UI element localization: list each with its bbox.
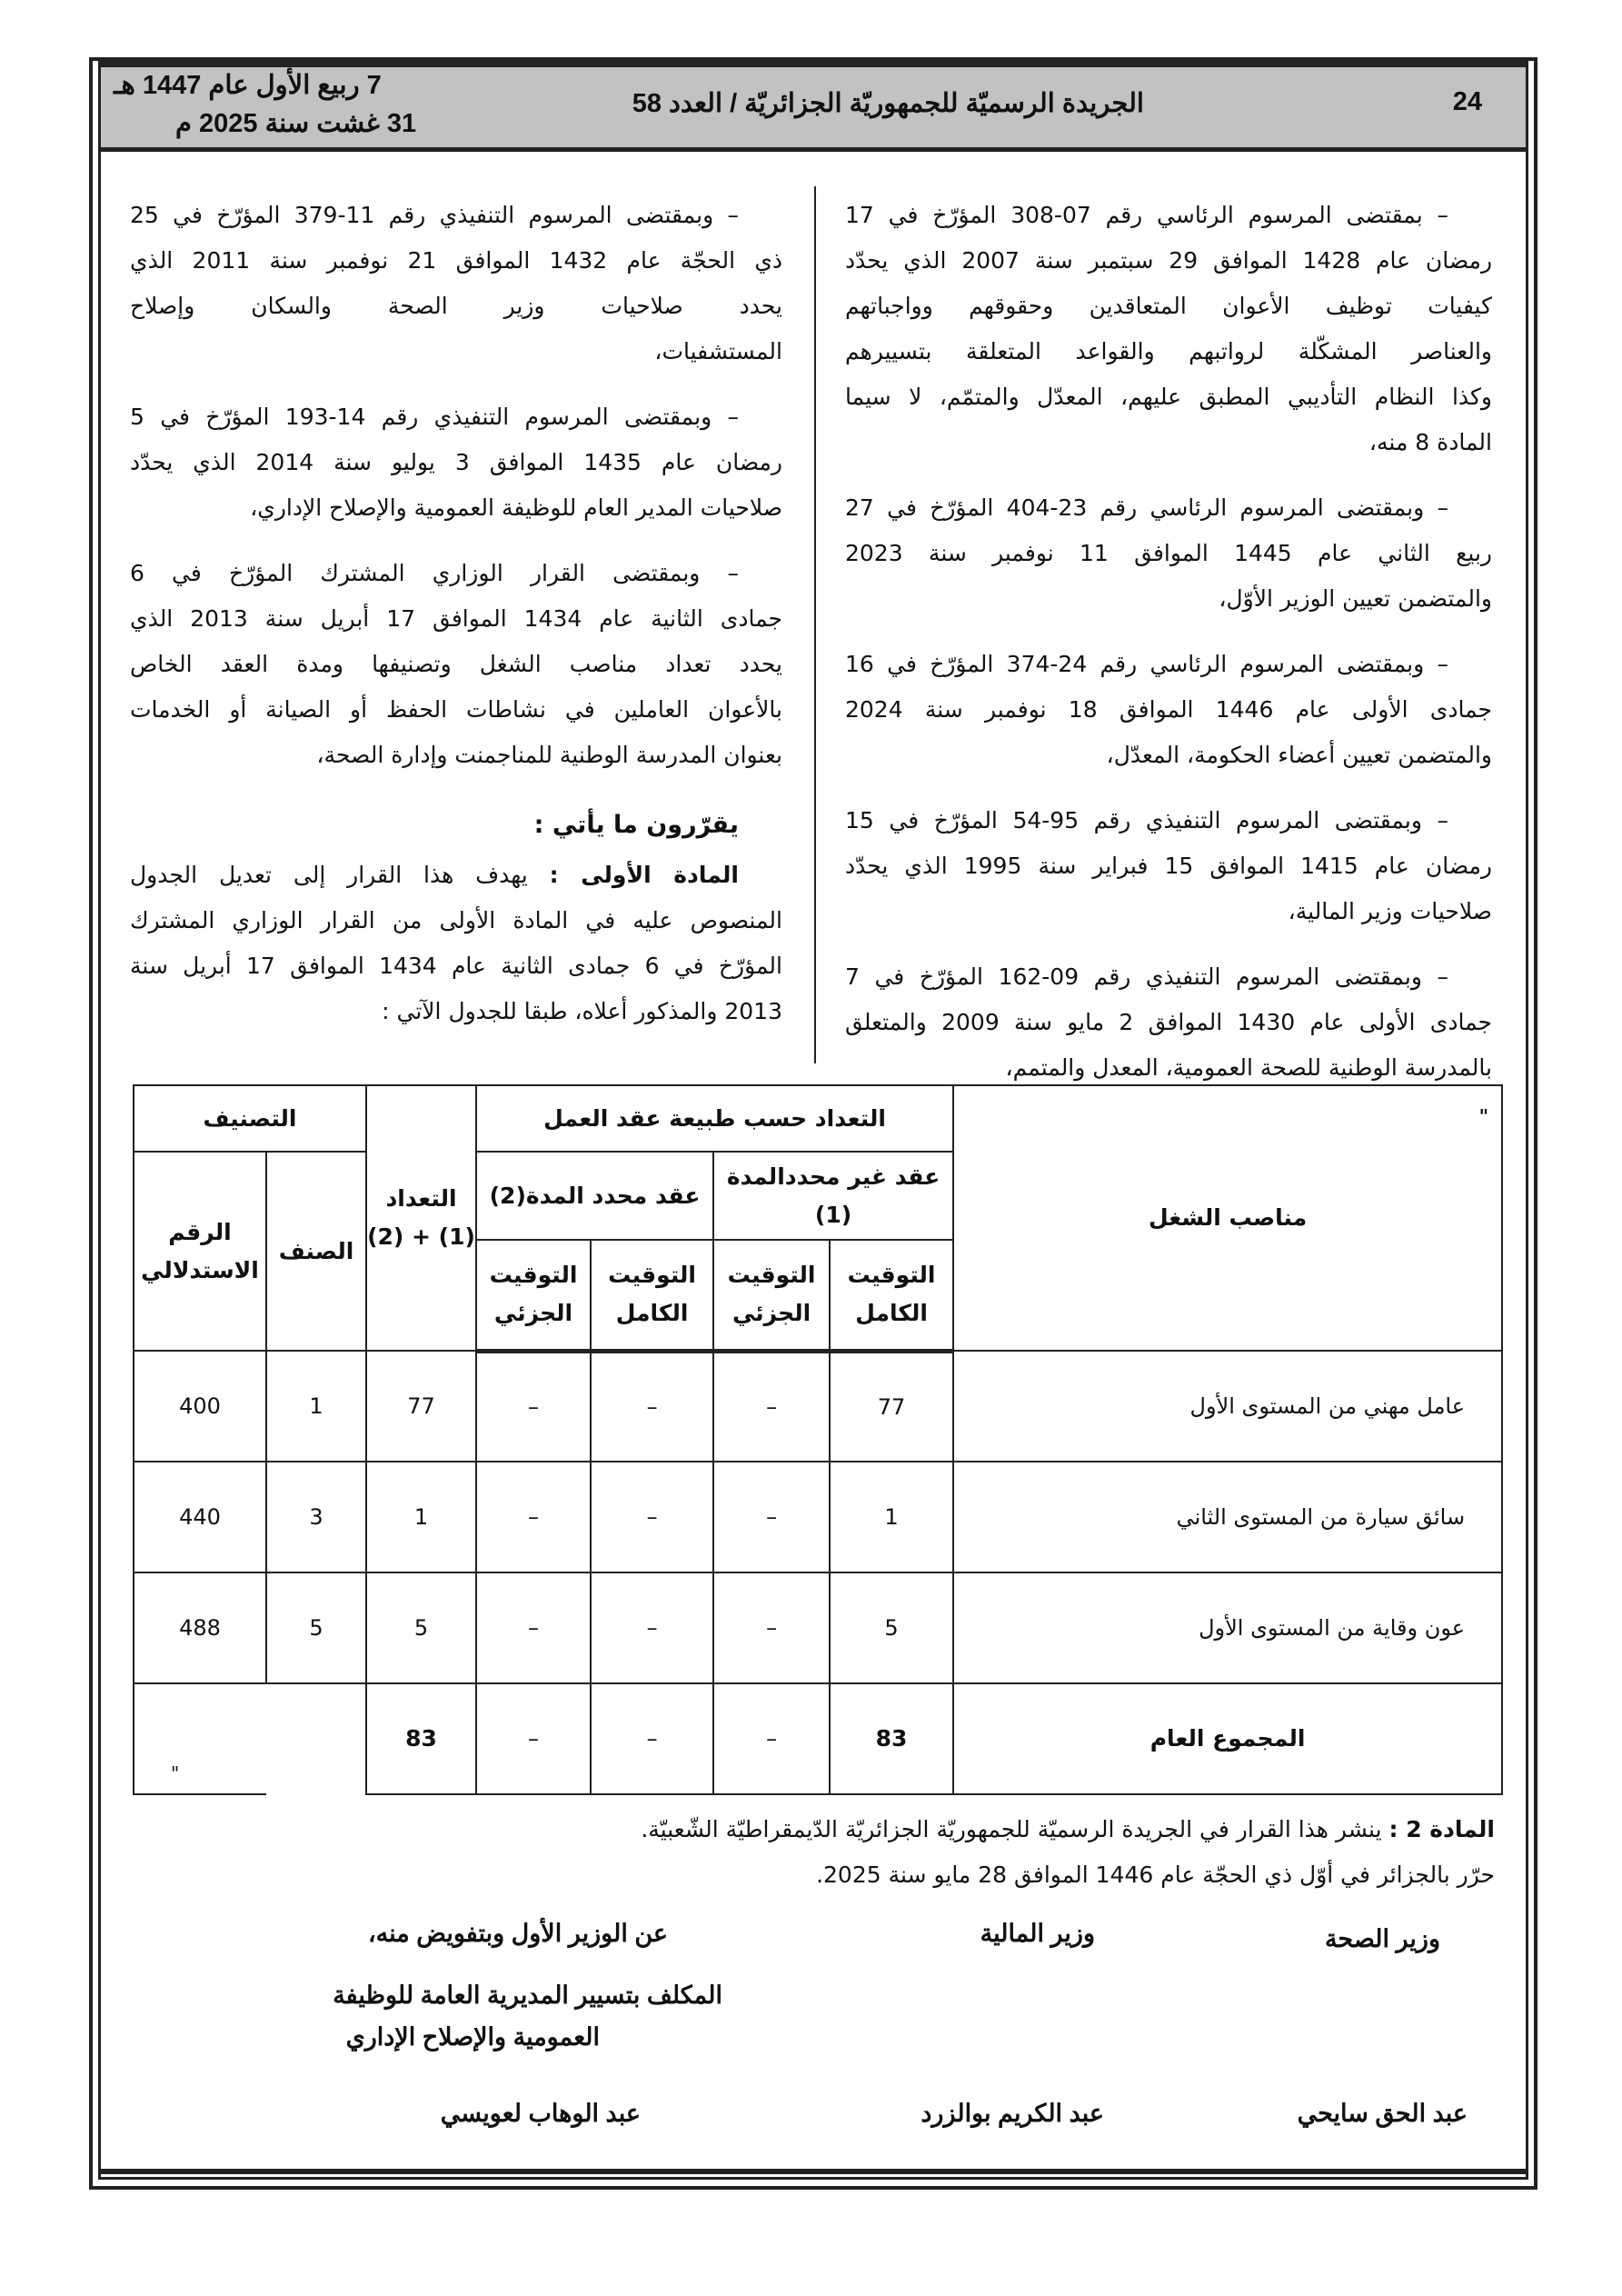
text-line: ربيع الثاني عام 1445 الموافق 11 نوفمبر سنة 2023 [845, 540, 1492, 566]
gazette-title: الجريدة الرسميّة للجمهوريّة الجزائريّة / العدد 58 [632, 89, 1144, 118]
signatory-2-title: وزير المالية [980, 1920, 1095, 1947]
header-classification: التصنيف [134, 1085, 366, 1152]
text-line: صلاحيات وزير المالية، [1288, 898, 1492, 924]
cell-c1-full: 77 [830, 1351, 953, 1462]
article-2-label: المادة 2 : [1388, 1816, 1495, 1842]
text-line: رمضان عام 1435 الموافق 3 يوليو سنة 2014 الذي يحدّد [130, 449, 783, 475]
header-indefinite-part-time: التوقيت الجزئي [713, 1240, 830, 1351]
cell-c1-part: – [713, 1351, 830, 1462]
signatory-3-subtitle-1: المكلف بتسيير المديرية العامة للوظيفة [333, 1982, 722, 2009]
table-row [134, 1351, 1502, 1462]
gazette-header [101, 63, 1526, 152]
text-line: – وبمقتضى المرسوم التنفيذي رقم 09-162 المؤرّخ في 7 [845, 963, 1448, 990]
total-sum: 83 [366, 1683, 476, 1794]
text-line: – وبمقتضى القرار الوزاري المشترك المؤرّخ في 6 [130, 560, 739, 586]
header-fixed-full-time: التوقيت الكامل [591, 1240, 713, 1351]
cell-c2-full: – [591, 1572, 713, 1683]
header-indefinite-full-time: التوقيت الكامل [830, 1240, 953, 1351]
cell-category: 5 [266, 1572, 366, 1683]
cell-c2-full: – [591, 1462, 713, 1572]
text-line: – وبمقتضى المرسوم الرئاسي رقم 23-404 المؤرّخ في 27 [845, 494, 1448, 521]
cell-c2-part: – [476, 1462, 591, 1572]
decision-heading: يقرّرون ما يأتي : [533, 811, 739, 839]
signed-at: حرّر بالجزائر في أوّل ذي الحجّة عام 1446 الموافق 28 مايو سنة 2025. [816, 1862, 1495, 1888]
preamble-paragraph [845, 642, 1492, 778]
preamble-paragraph [130, 394, 782, 531]
preamble-paragraph [845, 798, 1492, 934]
article-1-line: 2013 والمذكور أعلاه، طبقا للجدول الآتي : [382, 998, 782, 1024]
text-line: بالأعوان العاملين في نشاطات الحفظ أو الصيانة أو الخدمات [130, 696, 782, 723]
cell-category: 3 [266, 1462, 366, 1572]
text-line: جمادى الأولى عام 1446 الموافق 18 نوفمبر سنة 2024 [845, 696, 1492, 723]
signatory-3-title: عن الوزير الأول وبتفويض منه، [367, 1920, 668, 1947]
job-positions-table [133, 1084, 1503, 1795]
header-category: الصنف [266, 1152, 366, 1351]
signatory-3-subtitle-2: العمومية والإصلاح الإداري [345, 2023, 600, 2051]
text-line: صلاحيات المدير العام للوظيفة العمومية والإصلاح الإداري، [250, 494, 782, 521]
cell-category: 1 [266, 1351, 366, 1462]
preamble-paragraph [130, 193, 782, 374]
open-quote: " [1478, 1105, 1489, 1127]
cell-c1-full: 5 [830, 1572, 953, 1683]
signatory-2-name: عبد الكريم بوالزرد [920, 2100, 1104, 2127]
text-line: والمتضمن تعيين الوزير الأوّل، [1219, 585, 1492, 612]
cell-index: 488 [134, 1572, 266, 1683]
gregorian-date: 31 غشت سنة 2025 م [175, 109, 417, 138]
text-line: والعناصر المشكّلة لرواتبهم والقواعد المتعلقة بتسييرهم [845, 338, 1492, 364]
cell-index: 400 [134, 1351, 266, 1462]
text-line: وكذا النظام التأديبي المطبق عليهم، المعدّل والمتمّم، لا سيما [845, 384, 1492, 410]
text-line: والمتضمن تعيين أعضاء الحكومة، المعدّل، [1106, 742, 1492, 768]
signatory-1-title: وزير الصحة [1324, 1925, 1440, 1952]
text-line: جمادى الثانية عام 1434 الموافق 17 أبريل سنة 2013 الذي [130, 605, 783, 632]
header-job-positions [953, 1085, 1502, 1351]
article-1-text-start: يهدف هذا القرار إلى تعديل الجدول [130, 862, 528, 888]
article-1-line: المؤرّخ في 6 جمادى الثانية عام 1434 الموافق 17 أبريل سنة [130, 953, 782, 979]
column-divider [814, 186, 816, 1063]
table-body [134, 1351, 1502, 1683]
total-c1-part: – [713, 1683, 830, 1794]
text-line: بعنوان المدرسة الوطنية للمناجمنت وإدارة الصحة، [316, 742, 782, 768]
text-line: رمضان عام 1415 الموافق 15 فبراير سنة 1995 الذي يحدّد [845, 853, 1493, 879]
text-line: ذي الحجّة عام 1432 الموافق 21 نوفمبر سنة 2011 الذي [130, 247, 783, 274]
article-1-first-line [130, 853, 782, 898]
text-line: – بمقتضى المرسوم الرئاسي رقم 07-308 المؤرّخ في 17 [845, 202, 1448, 228]
hijri-date: 7 ربيع الأول عام 1447 هـ [114, 71, 382, 100]
table-total-row [134, 1683, 1502, 1794]
header-total: التعداد (1) + (2) [366, 1085, 476, 1351]
cell-total: 1 [366, 1462, 476, 1572]
signatory-3-name: عبد الوهاب لعويسي [440, 2100, 641, 2127]
total-c1-full: 83 [830, 1683, 953, 1794]
total-empty-category [266, 1683, 366, 1794]
total-c2-full: – [591, 1683, 713, 1794]
page-number: 24 [1452, 87, 1482, 116]
total-c2-part: – [476, 1683, 591, 1794]
text-line: جمادى الأولى عام 1430 الموافق 2 مايو سنة 2009 والمتعلق [845, 1009, 1492, 1035]
text-line: – وبمقتضى المرسوم التنفيذي رقم 14-193 المؤرّخ في 5 [130, 404, 739, 430]
article-2-text: ينشر هذا القرار في الجريدة الرسميّة للجمهوريّة الجزائريّة الدّيمقراطيّة الشّعبيّة. [641, 1816, 1382, 1842]
cell-job: عون وقاية من المستوى الأول [953, 1572, 1502, 1683]
cell-c2-part: – [476, 1572, 591, 1683]
text-line: يحدد صلاحيات وزير الصحة والسكان وإصلاح [130, 293, 782, 319]
preamble-paragraph [845, 193, 1492, 465]
total-label: المجموع العام [953, 1683, 1502, 1794]
text-line: بالمدرسة الوطنية للصحة العمومية، المعدل والمتمم، [1005, 1054, 1492, 1081]
article-2 [641, 1816, 1495, 1842]
close-quote: " [171, 1762, 180, 1784]
text-line: يحدد تعداد مناصب الشغل وتصنيفها ومدة العقد الخاص [130, 651, 782, 677]
header-job-label: مناصب الشغل [1148, 1204, 1308, 1231]
page-frame-bottom-rule [98, 2169, 1528, 2174]
preamble-paragraph [130, 551, 782, 778]
preamble-paragraph [845, 485, 1492, 622]
article-1 [130, 853, 782, 1034]
cell-total: 77 [366, 1351, 476, 1462]
cell-c2-full: – [591, 1351, 713, 1462]
header-index: الرقم الاستدلالي [134, 1152, 266, 1351]
text-line: كيفيات توظيف الأعوان المتعاقدين وحقوقهم وواجباتهم [845, 293, 1492, 319]
left-column-preamble [130, 193, 782, 778]
cell-total: 5 [366, 1572, 476, 1683]
article-1-line: المنصوص عليه في المادة الأولى من القرار الوزاري المشترك [130, 907, 782, 933]
cell-c1-part: – [713, 1572, 830, 1683]
table-row [134, 1572, 1502, 1683]
table-row [134, 1462, 1502, 1572]
cell-c2-part: – [476, 1351, 591, 1462]
cell-index: 440 [134, 1462, 266, 1572]
right-column-preamble [845, 193, 1492, 1111]
signatory-1-name: عبد الحق سايحي [1297, 2100, 1468, 2127]
text-line: – وبمقتضى المرسوم التنفيذي رقم 95-54 المؤرّخ في 15 [845, 807, 1448, 834]
preamble-paragraph [845, 954, 1492, 1091]
cell-job: سائق سيارة من المستوى الثاني [953, 1462, 1502, 1572]
article-1-label: المادة الأولى : [549, 862, 739, 888]
cell-c1-part: – [713, 1462, 830, 1572]
header-indefinite-contract: عقد غير محددالمدة (1) [713, 1152, 953, 1240]
header-fixed-contract: عقد محدد المدة(2) [476, 1152, 713, 1240]
header-fixed-part-time: التوقيت الجزئي [476, 1240, 591, 1351]
total-empty-index [134, 1683, 266, 1794]
cell-c1-full: 1 [830, 1462, 953, 1572]
text-line: رمضان عام 1428 الموافق 29 سبتمبر سنة 2007 الذي يحدّد [845, 247, 1493, 274]
article-1-lines [130, 898, 782, 1034]
text-line: – وبمقتضى المرسوم الرئاسي رقم 24-374 المؤرّخ في 16 [845, 651, 1448, 677]
header-by-contract: التعداد حسب طبيعة عقد العمل [476, 1085, 953, 1152]
text-line: – وبمقتضى المرسوم التنفيذي رقم 11-379 المؤرّخ في 25 [130, 202, 739, 228]
text-line: المستشفيات، [654, 338, 782, 364]
cell-job: عامل مهني من المستوى الأول [953, 1351, 1502, 1462]
text-line: المادة 8 منه، [1368, 429, 1492, 455]
left-column [130, 193, 782, 1054]
